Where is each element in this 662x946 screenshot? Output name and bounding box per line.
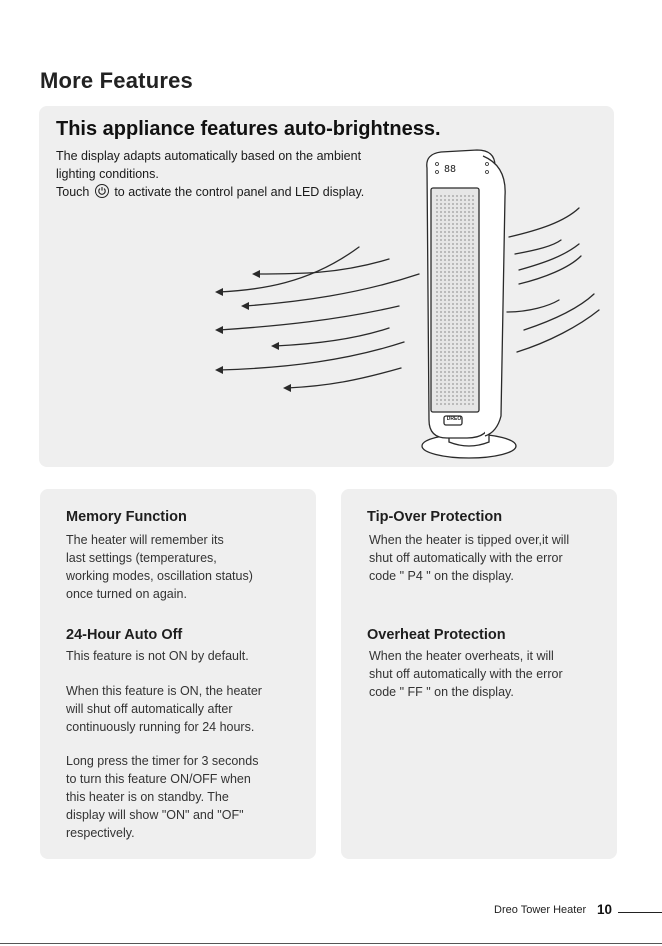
- touch-label: Touch: [56, 185, 90, 199]
- overheat-text-line: When the heater overheats, it will: [369, 649, 554, 663]
- page-number: 10: [597, 902, 613, 917]
- heater-display-digits: 88: [444, 164, 457, 175]
- overheat-text-line: shut off automatically with the error: [369, 667, 563, 681]
- auto-off-text-line: display will show "ON" and "OF": [66, 808, 244, 822]
- page-title: More Features: [40, 68, 193, 93]
- footer-brand: Dreo Tower Heater: [494, 904, 587, 916]
- hero-text-line: lighting conditions.: [56, 167, 159, 181]
- airflow-line: [245, 274, 419, 306]
- hero-text-line: [56, 183, 364, 201]
- auto-off-text-line: will shut off automatically after: [66, 702, 233, 716]
- heater-brand-badge: DREO: [446, 416, 462, 422]
- tip-over-text-line: When the heater is tipped over,it will: [369, 533, 570, 547]
- memory-text-line: The heater will remember its: [66, 533, 224, 547]
- power-icon: [95, 184, 109, 198]
- hero-text-line: The display adapts automatically based on the ambient: [56, 149, 362, 163]
- auto-off-text-line: this heater is on standby. The: [66, 790, 229, 804]
- airflow-line: [287, 368, 401, 388]
- overheat-title: Overheat Protection: [367, 627, 506, 643]
- bottom-rule: [0, 943, 662, 944]
- auto-off-text-line: respectively.: [66, 826, 135, 840]
- memory-text-line: last settings (temperatures,: [66, 551, 217, 565]
- protection-card: [341, 489, 617, 859]
- tip-over-title: Tip-Over Protection: [367, 509, 503, 525]
- auto-off-title: 24-Hour Auto Off: [66, 627, 183, 643]
- auto-off-text-line: continuously running for 24 hours.: [66, 720, 255, 734]
- airflow-line: [219, 306, 399, 330]
- memory-text-line: working modes, oscillation status): [66, 569, 253, 583]
- auto-off-text-line: This feature is not ON by default.: [66, 649, 249, 663]
- memory-and-auto-off-card: [40, 489, 316, 859]
- footer-rule: [618, 912, 662, 913]
- airflow-line: [219, 342, 404, 370]
- memory-function-title: Memory Function: [66, 509, 187, 525]
- hero-heading: This appliance features auto-brightness.: [56, 118, 441, 140]
- overheat-text-line: code " FF " on the display.: [369, 685, 514, 699]
- tip-over-text-line: shut off automatically with the error: [369, 551, 563, 565]
- activate-text: to activate the control panel and LED display.: [114, 185, 365, 199]
- tip-over-text-line: code " P4 " on the display.: [369, 569, 514, 583]
- airflow-line: [275, 328, 389, 346]
- auto-off-text-line: Long press the timer for 3 seconds: [66, 754, 259, 768]
- auto-brightness-panel: [39, 106, 614, 467]
- airflow-line: [256, 259, 389, 274]
- auto-off-text-line: When this feature is ON, the heater: [66, 684, 262, 698]
- auto-off-text-line: to turn this feature ON/OFF when: [66, 772, 251, 786]
- memory-text-line: once turned on again.: [66, 587, 187, 601]
